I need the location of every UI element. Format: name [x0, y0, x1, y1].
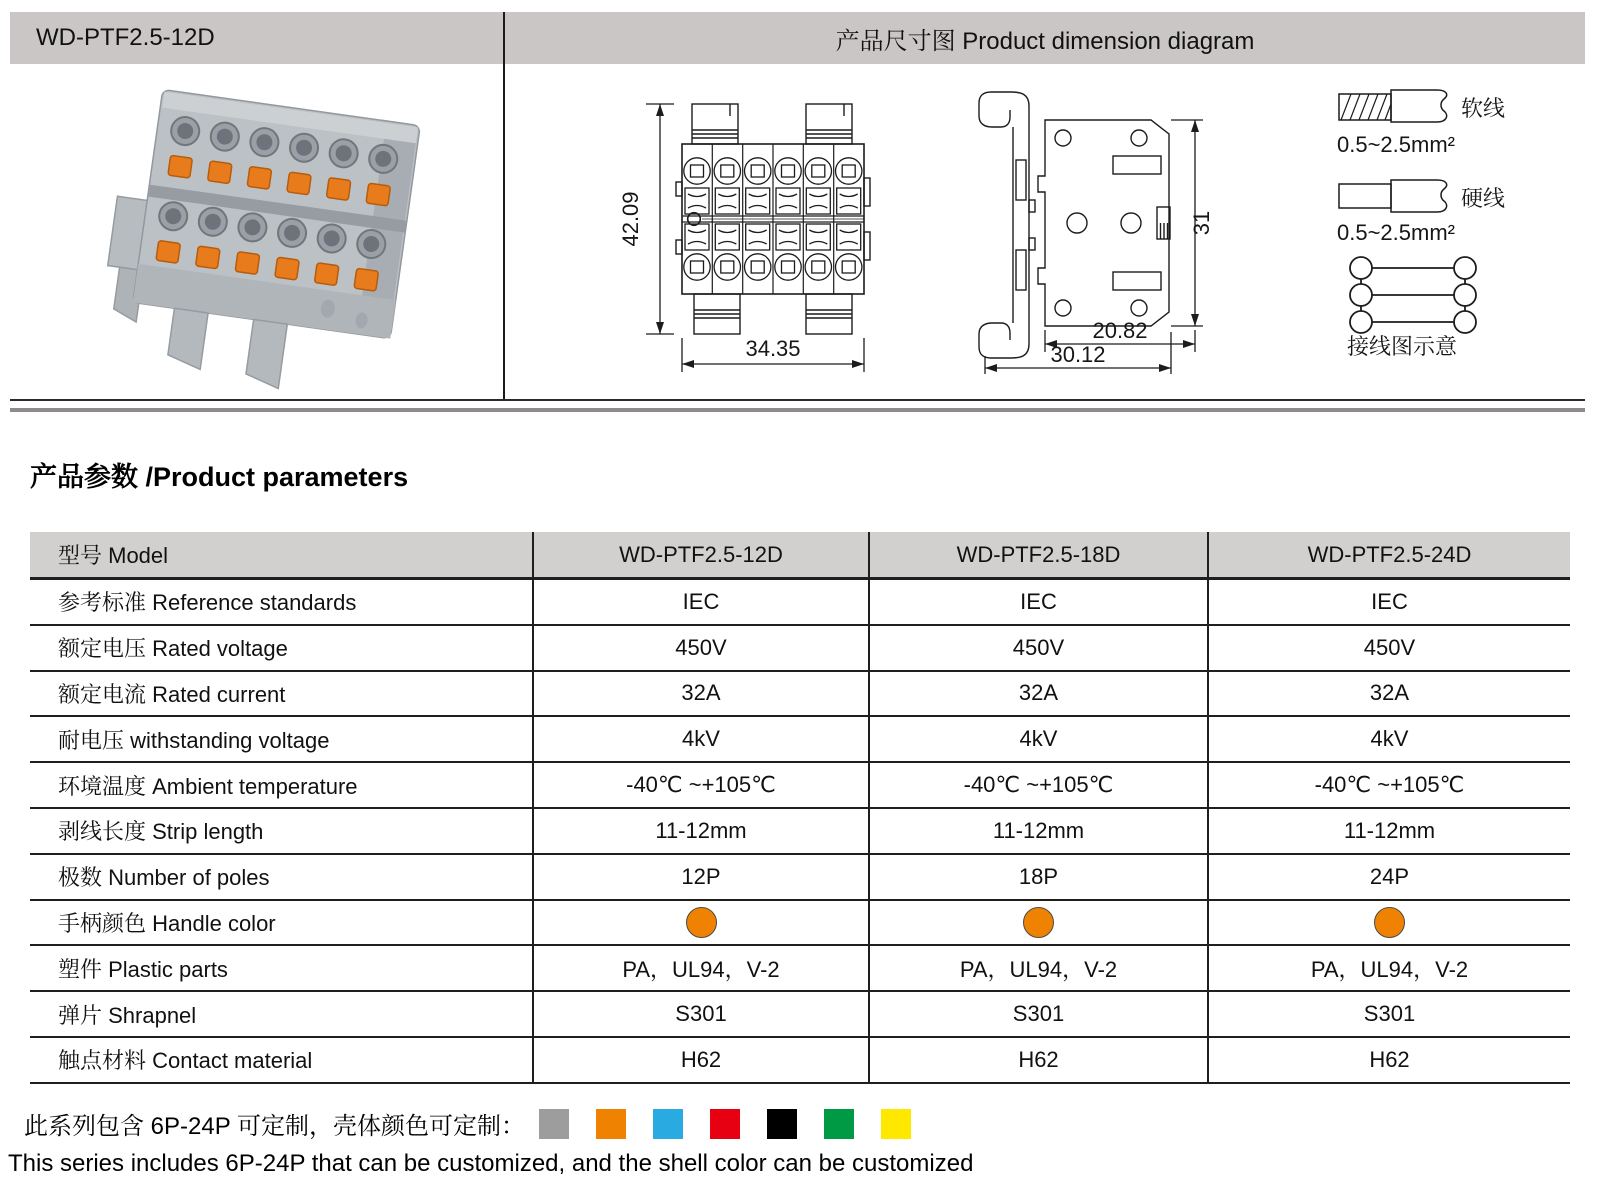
table-row [30, 761, 1570, 807]
wiring-diagram-icon [1350, 257, 1476, 333]
param-value [532, 901, 868, 945]
param-label: 额定电流 Rated current [58, 681, 286, 707]
shell-color-swatch [653, 1109, 683, 1139]
param-value: IEC [1207, 580, 1570, 624]
table-row [30, 715, 1570, 761]
table-row [30, 578, 1570, 624]
soft-wire-icon [1339, 94, 1391, 120]
model-name-24d: WD-PTF2.5-24D [1207, 532, 1570, 577]
shell-color-swatch [596, 1109, 626, 1139]
shell-color-swatches [539, 1109, 911, 1139]
param-value [1207, 901, 1570, 945]
param-value: -40℃ ~+105℃ [868, 763, 1207, 807]
shell-color-swatch [824, 1109, 854, 1139]
shell-color-swatch [767, 1109, 797, 1139]
param-value: 24P [1207, 855, 1570, 899]
param-label: 耐电压 withstanding voltage [58, 727, 330, 753]
front-width-dim: 34.35 [745, 336, 801, 361]
param-value: IEC [868, 580, 1207, 624]
wiring-caption: 接线图示意 [1347, 334, 1458, 359]
param-value: PA，UL94，V-2 [532, 946, 868, 990]
handle-color-dot [1023, 907, 1054, 938]
model-name-12d: WD-PTF2.5-12D [532, 532, 868, 577]
wire-legend [1325, 88, 1525, 363]
param-label: 参考标准 Reference standards [58, 590, 357, 616]
param-value: 450V [532, 626, 868, 670]
front-height-dim: 42.09 [618, 191, 643, 247]
param-value: 18P [868, 855, 1207, 899]
table-header-row [30, 532, 1570, 578]
param-label: 塑件 Plastic parts [58, 956, 228, 982]
param-value: 32A [532, 672, 868, 716]
table-row-handle-color [30, 899, 1570, 945]
param-value: 32A [868, 672, 1207, 716]
dimension-header-bar [505, 12, 1585, 64]
param-value: 32A [1207, 672, 1570, 716]
param-value: S301 [868, 992, 1207, 1036]
handle-color-dot [686, 907, 717, 938]
param-label: 环境温度 Ambient temperature [58, 773, 358, 799]
param-value: S301 [532, 992, 868, 1036]
shell-color-swatch [881, 1109, 911, 1139]
param-value: 450V [1207, 626, 1570, 670]
param-value: PA，UL94，V-2 [1207, 946, 1570, 990]
param-value: H62 [868, 1038, 1207, 1082]
table-row [30, 990, 1570, 1036]
param-value: 450V [868, 626, 1207, 670]
param-value: -40℃ ~+105℃ [532, 763, 868, 807]
soft-wire-range: 0.5~2.5mm² [1337, 132, 1455, 157]
param-value: 4kV [1207, 717, 1570, 761]
param-value: S301 [1207, 992, 1570, 1036]
param-value: 11-12mm [532, 809, 868, 853]
section-separator-line [10, 399, 1585, 401]
parameters-table [30, 532, 1570, 1084]
param-value: PA，UL94，V-2 [868, 946, 1207, 990]
dimension-title: 产品尺寸图 Product dimension diagram [835, 27, 1255, 55]
side-height-dim: 31 [1189, 210, 1214, 236]
header-divider [503, 12, 505, 399]
param-value: IEC [532, 580, 868, 624]
section-separator-bar [10, 408, 1585, 412]
param-label: 弹片 Shrapnel [58, 1002, 197, 1028]
param-value: -40℃ ~+105℃ [1207, 763, 1570, 807]
table-row [30, 807, 1570, 853]
param-label: 手柄颜色 Handle color [58, 910, 276, 936]
param-value [868, 901, 1207, 945]
side-outer-width-dim: 30.12 [1050, 342, 1106, 367]
table-row [30, 670, 1570, 716]
hard-wire-label: 硬线 [1461, 186, 1506, 211]
param-value: 4kV [532, 717, 868, 761]
table-row [30, 944, 1570, 990]
param-value: 12P [532, 855, 868, 899]
param-label: 额定电压 Rated voltage [58, 636, 288, 662]
shell-color-swatch [539, 1109, 569, 1139]
shell-color-swatch [710, 1109, 740, 1139]
param-label: 剥线长度 Strip length [58, 819, 264, 845]
model-title: WD-PTF2.5-12D [36, 24, 215, 51]
soft-wire-label: 软线 [1461, 96, 1506, 121]
handle-color-dot [1374, 907, 1405, 938]
hard-wire-icon [1339, 184, 1391, 208]
param-value: 4kV [868, 717, 1207, 761]
customization-note-zh-row [24, 1106, 911, 1141]
model-header-bar [10, 12, 503, 64]
param-value: H62 [532, 1038, 868, 1082]
param-label: 极数 Number of poles [58, 865, 270, 891]
table-row [30, 853, 1570, 899]
table-row [30, 624, 1570, 670]
model-column-header: 型号 Model [58, 543, 169, 568]
customization-note-zh: 此系列包含 6P-24P 可定制，壳体颜色可定制： [24, 1113, 525, 1140]
param-value: 11-12mm [868, 809, 1207, 853]
section-title: 产品参数 /Product parameters [30, 462, 409, 492]
side-view-diagram [955, 80, 1215, 380]
param-label: 触点材料 Contact material [58, 1048, 313, 1074]
hard-wire-range: 0.5~2.5mm² [1337, 220, 1455, 245]
side-inner-width-dim: 20.82 [1092, 318, 1148, 343]
front-view-diagram [612, 82, 912, 382]
model-name-18d: WD-PTF2.5-18D [868, 532, 1207, 577]
table-row [30, 1036, 1570, 1082]
param-value: H62 [1207, 1038, 1570, 1082]
param-value: 11-12mm [1207, 809, 1570, 853]
product-photo [85, 80, 485, 395]
customization-note-en: This series includes 6P-24P that can be customized, and the shell color can be customized [8, 1150, 974, 1177]
